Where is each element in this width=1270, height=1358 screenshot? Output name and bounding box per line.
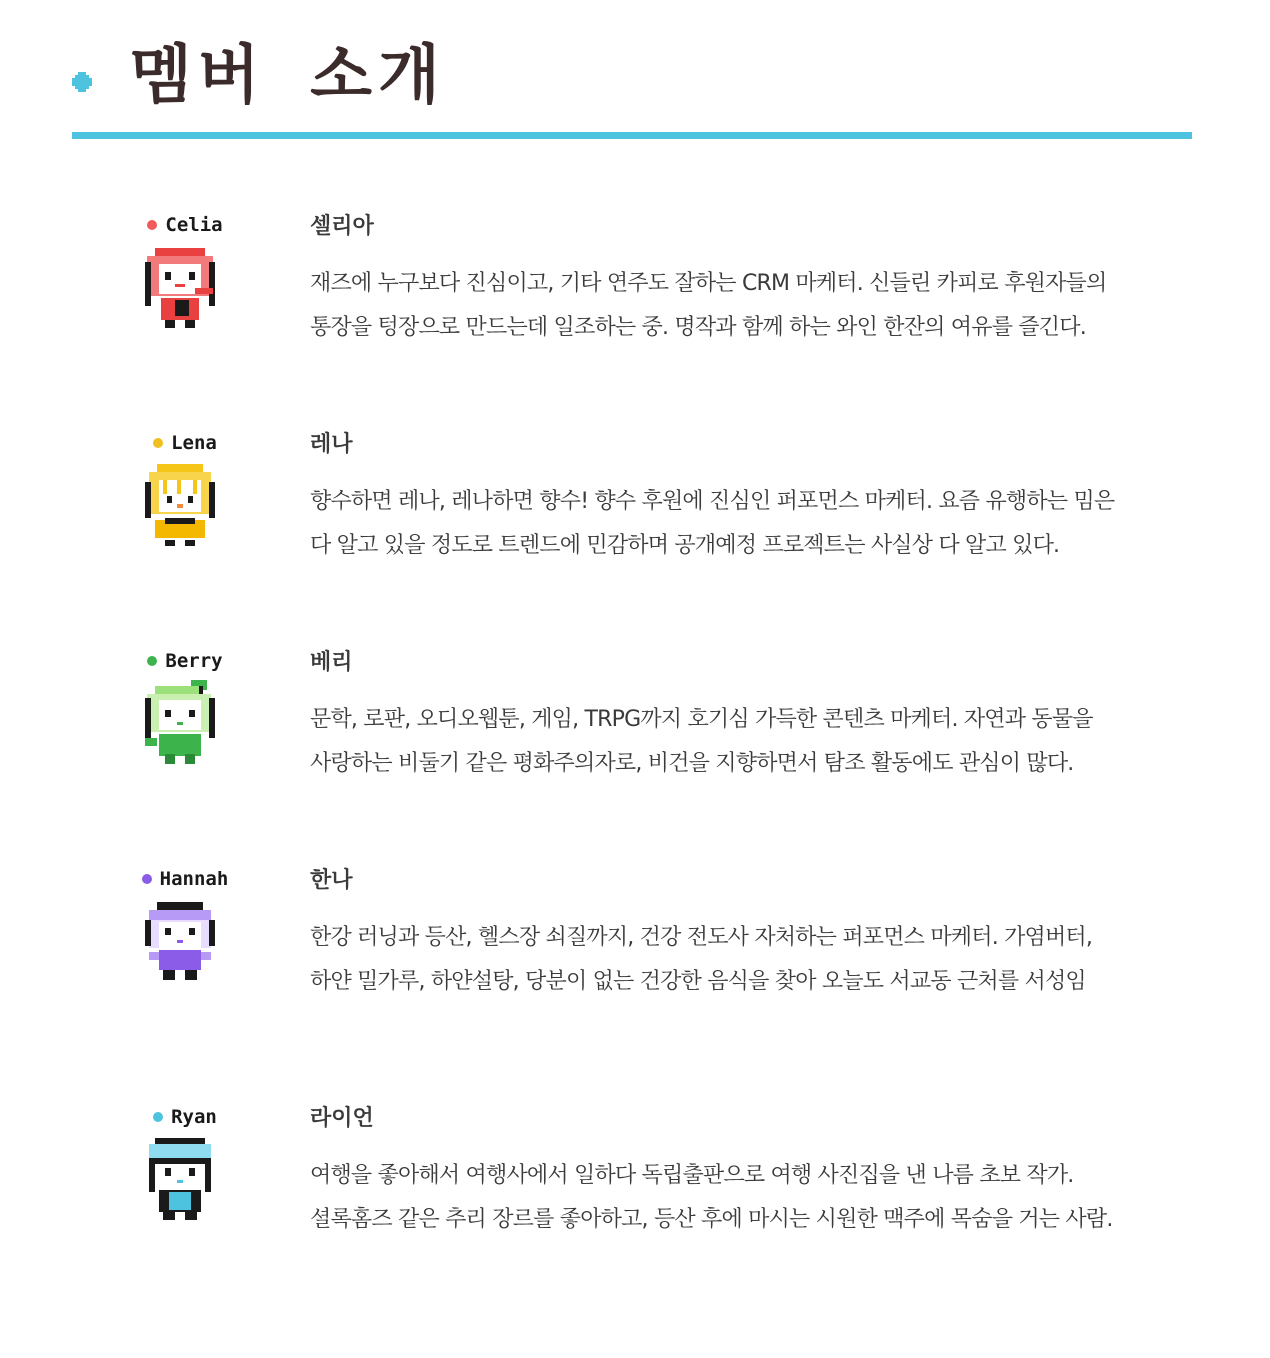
member-card-berry: [0, 648, 1270, 828]
member-korean-name: 라이언: [310, 1106, 374, 1131]
member-tag: [100, 212, 270, 238]
description-line: 하얀 밀가루, 하얀설탕, 당분이 없는 건강한 음식을 찾아 오늘도 서교동 근처를 서성임: [310, 969, 1086, 994]
status-dot: [153, 1112, 163, 1122]
member-english-name: Hannah: [159, 868, 229, 890]
member-description: [310, 916, 1210, 1004]
member-korean-name: 레나: [310, 432, 353, 457]
page-title: 멤버 소개: [130, 39, 446, 113]
member-english-name: Celia: [165, 214, 223, 236]
member-description: [310, 1154, 1210, 1242]
title-divider: [72, 132, 1192, 139]
pixel-girl-leaf-avatar-icon: [135, 678, 225, 768]
member-korean-name: 한나: [310, 868, 353, 893]
status-dot: [147, 656, 157, 666]
member-description: [310, 262, 1210, 350]
pixel-girl-yellow-avatar-icon: [135, 460, 225, 550]
diamond-bullet-icon: [72, 72, 92, 92]
status-dot: [142, 874, 152, 884]
description-line: 사랑하는 비둘기 같은 평화주의자로, 비건을 지향하면서 탐조 활동에도 관심이 많다.: [310, 751, 1074, 776]
member-tag: [100, 866, 270, 892]
member-description: [310, 698, 1210, 786]
member-english-name: Ryan: [171, 1106, 217, 1128]
member-english-name: Berry: [165, 650, 223, 672]
pixel-girl-purple-avatar-icon: [135, 896, 225, 986]
member-card-lena: [0, 430, 1270, 610]
section-header: [0, 0, 1270, 145]
description-line: 재즈에 누구보다 진심이고, 기타 연주도 잘하는 CRM 마케터. 신들린 카피로 후원자들의: [310, 271, 1107, 296]
status-dot: [147, 220, 157, 230]
member-tag: [100, 648, 270, 674]
pixel-girl-guitar-avatar-icon: [135, 242, 225, 332]
member-tag: [100, 430, 270, 456]
description-line: 문학, 로판, 오디오웹툰, 게임, TRPG까지 호기심 가득한 콘텐츠 마케터. 자연과 동물을: [310, 707, 1093, 732]
member-description: [310, 480, 1210, 568]
member-card-hannah: [0, 866, 1270, 1046]
description-line: 통장을 텅장으로 만드는데 일조하는 중. 명작과 함께 하는 와인 한잔의 여유를 즐긴다.: [310, 315, 1086, 340]
description-line: 셜록홈즈 같은 추리 장르를 좋아하고, 등산 후에 마시는 시원한 맥주에 목숨을 거는 사람.: [310, 1207, 1113, 1232]
member-korean-name: 셀리아: [310, 214, 374, 239]
description-line: 향수하면 레나, 레나하면 향수! 향수 후원에 진심인 퍼포먼스 마케터. 요즘 유행하는 밈은: [310, 489, 1115, 514]
status-dot: [153, 438, 163, 448]
member-english-name: Lena: [171, 432, 217, 454]
pixel-boy-cap-avatar-icon: [135, 1134, 225, 1224]
member-card-ryan: [0, 1104, 1270, 1284]
member-korean-name: 베리: [310, 650, 353, 675]
description-line: 여행을 좋아해서 여행사에서 일하다 독립출판으로 여행 사진집을 낸 나름 초보 작가.: [310, 1163, 1074, 1188]
member-card-celia: [0, 212, 1270, 392]
description-line: 다 알고 있을 정도로 트렌드에 민감하며 공개예정 프로젝트는 사실상 다 알고 있다.: [310, 533, 1060, 558]
member-tag: [100, 1104, 270, 1130]
description-line: 한강 러닝과 등산, 헬스장 쇠질까지, 건강 전도사 자처하는 퍼포먼스 마케터. 가염버터,: [310, 925, 1093, 950]
